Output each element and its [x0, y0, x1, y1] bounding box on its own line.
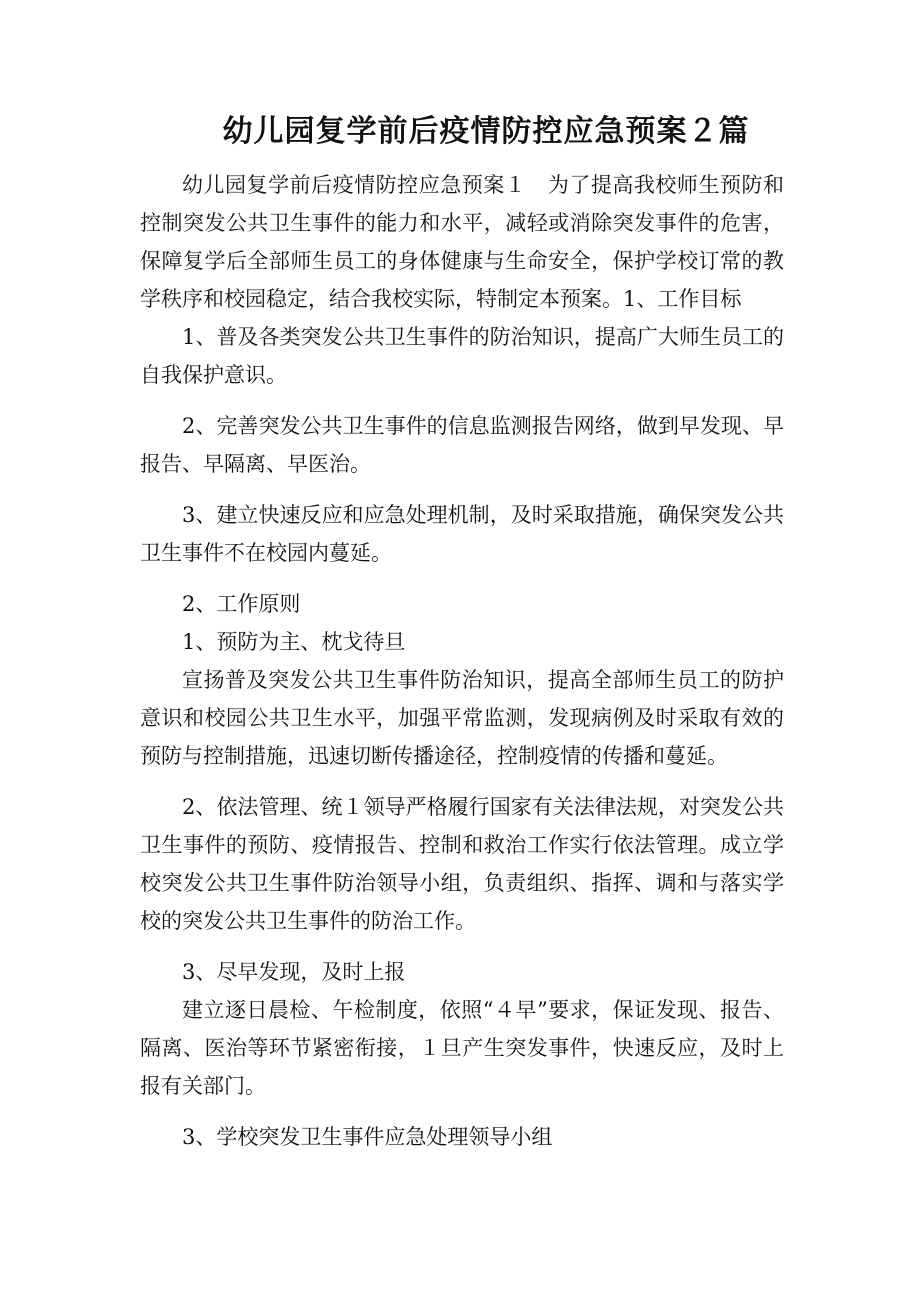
paragraph-intro: 幼儿园复学前后疫情防控应急预案１ 为了提高我校师生预防和控制突发公共卫生事件的能力和水平，减轻或消除突发事件的危害，保障复学后全部师生员工的身体健康与生命安全，保护学校订常的教学秩序和校园稳定，结合我校实际，特制定本预案。1、工作目标	[140, 173, 784, 311]
paragraph-goal-2: 2、完善突发公共卫生事件的信息监测报告网络，做到早发现、早报告、早隔离、早医治。	[140, 414, 784, 476]
paragraph-goal-3: 3、建立快速反应和应急处理机制，及时采取措施，确保突发公共卫生事件不在校园内蔓延。	[140, 503, 784, 565]
document-body	[140, 166, 784, 1169]
document-title: 幼儿园复学前后疫情防控应急预案２篇	[222, 114, 750, 149]
section-heading-principles: 2、工作原则	[182, 592, 301, 616]
paragraph-legal-management: 2、依法管理、统１领导严格履行国家有关法律法规，对突发公共卫生事件的预防、疫情报告、控制和救治工作实行依法管理。成立学校突发公共卫生事件防治领导小组，负责组织、指挥、调和与落实学校的突发公共卫生事件的防治工作。	[140, 795, 784, 933]
section-heading-leadership-group: 3、学校突发卫生事件应急处理领导小组	[182, 1125, 553, 1149]
subheading-prevention: 1、预防为主、枕戈待旦	[182, 630, 406, 654]
subheading-early-detection: 3、尽早发现，及时上报	[182, 960, 406, 984]
paragraph-prevention: 宣扬普及突发公共卫生事件防治知识，提高全部师生员工的防护意识和校园公共卫生水平，加强平常监测，发现病例及时采取有效的预防与控制措施，迅速切断传播途径，控制疫情的传播和蔓延。	[140, 668, 784, 768]
paragraph-early-detection: 建立逐日晨检、午检制度，依照“４早”要求，保证发现、报告、隔离、医治等环节紧密衔接，１旦产生突发事件，快速反应，及时上报有关部门。	[140, 998, 784, 1098]
paragraph-goal-1: 1、普及各类突发公共卫生事件的防治知识，提高广大师生员工的自我保护意识。	[140, 325, 784, 387]
